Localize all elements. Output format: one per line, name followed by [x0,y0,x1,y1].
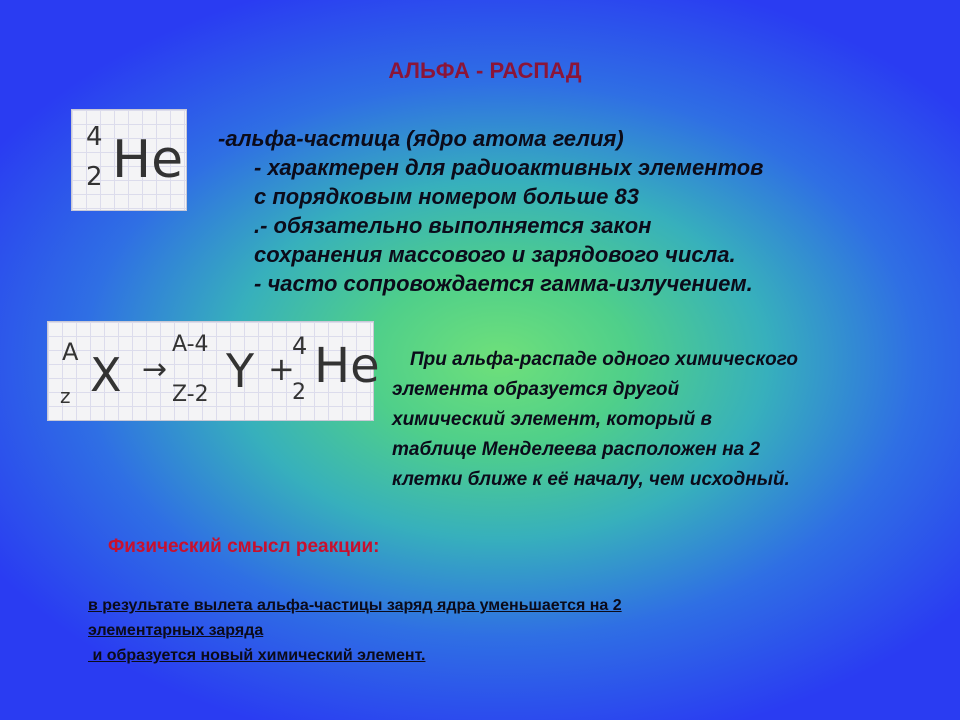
he-mass-number: 4 [86,122,103,152]
he-symbol: He [112,130,184,190]
daughter-symbol: Y [226,344,255,398]
property-line: с порядковым номером больше 83 [254,184,639,209]
decay-equation-image [48,322,380,420]
decay-description [392,345,922,495]
daughter-mass: A-4 [172,332,209,357]
physical-meaning-heading: Физический смысл реакции: [108,536,380,557]
he-charge-number: 2 [86,162,103,192]
description-line: таблице Менделеева расположен на 2 [392,439,761,460]
helium-formula-image [72,110,186,210]
parent-symbol: X [90,348,122,402]
result-line: элементарных заряда [88,622,264,639]
result-line: и образуется новый химический элемент. [88,647,426,664]
property-line: сохранения массового и зарядового числа. [254,242,736,267]
property-line: - часто сопровождается гамма-излучением. [254,271,753,296]
description-line: При альфа-распаде одного химического [410,349,799,370]
daughter-charge: Z-2 [172,382,209,407]
parent-mass: A [62,338,79,366]
physical-meaning-text [88,593,868,668]
alpha-properties-list [218,124,938,298]
property-line: .- обязательно выполняется закон [254,213,652,238]
plus-symbol: + [268,350,295,388]
description-line: клетки ближе к её началу, чем исходный. [392,469,790,490]
result-line: в результате вылета альфа-частицы заряд ядра уменьшается на 2 [88,597,622,614]
description-line: элемента образуется другой [392,379,680,400]
property-line: - характерен для радиоактивных элементов [254,155,764,180]
alpha-symbol: He [314,338,380,394]
property-line: -альфа-частица (ядро атома гелия) [218,126,624,151]
description-line: химический элемент, который в [392,409,712,430]
arrow-symbol: → [142,352,168,387]
slide-title: АЛЬФА - РАСПАД [388,58,582,83]
parent-charge: z [60,384,71,408]
alpha-charge: 2 [292,380,306,405]
alpha-mass: 4 [292,332,308,360]
